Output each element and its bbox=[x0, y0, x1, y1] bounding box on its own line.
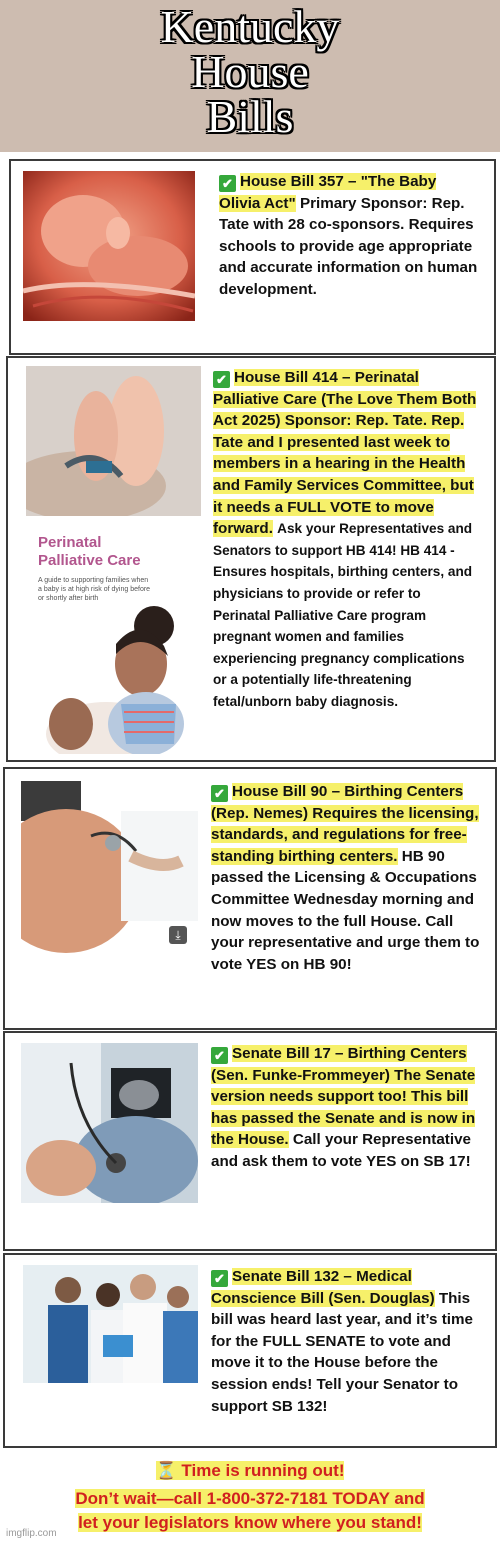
bill-text bbox=[219, 171, 480, 301]
check-icon: ✔ bbox=[211, 1270, 228, 1287]
footer-phone-text: Don’t wait—call 1-800-372-7181 TODAY and bbox=[75, 1489, 425, 1508]
fetus-photo bbox=[23, 171, 195, 321]
pregnant-belly-photo bbox=[21, 781, 198, 953]
bill-panel-hb90 bbox=[3, 767, 497, 1030]
bill-panel-sb17 bbox=[3, 1031, 497, 1251]
watermark: imgflip.com bbox=[6, 1528, 57, 1539]
title-line: Kentucky bbox=[160, 1, 340, 52]
bill-heading: House Bill 414 – Perinatal Palliative Care (The Love Them Both Act 2025) Sponsor: Rep. Tate. Rep. Tate and I presented last week to members in a hearing in the Health and Family Services Committee, but it needs a FULL VOTE to move forward. bbox=[213, 369, 477, 538]
footer-closing-text: let your legislators know where you stand! bbox=[78, 1513, 422, 1532]
booklet-title-line: Perinatal bbox=[38, 534, 102, 551]
check-icon: ✔ bbox=[219, 175, 236, 192]
download-icon[interactable]: ⤓ bbox=[175, 928, 181, 942]
bill-text bbox=[213, 367, 480, 713]
bill-heading: Senate Bill 17 – Birthing Centers (Sen. Funke-Frommeyer) The Senate version needs support too! This bill has passed the Senate and is now in the House. bbox=[211, 1045, 476, 1149]
footer-call-to-action bbox=[0, 1452, 500, 1545]
bill-body: Ask your Representatives and Senators to support HB 414! HB 414 - Ensures hospitals, birthing centers, and physicians to provide or refer to Perinatal Palliative Care program pregnant women and families experiencing pregnancy complications or a potentially life-threatening fetal/unborn baby diagnosis. bbox=[213, 521, 473, 709]
bill-panel-sb132 bbox=[3, 1253, 497, 1448]
mother-baby-illustration bbox=[46, 594, 201, 754]
footer-headline: Time is running out! bbox=[181, 1461, 345, 1480]
booklet-title-line: Palliative Care bbox=[38, 552, 141, 569]
medical-team-photo bbox=[23, 1265, 198, 1383]
ultrasound-photo bbox=[21, 1043, 198, 1203]
bill-text bbox=[211, 781, 481, 975]
booklet-subtitle: A guide to supporting families when a baby is at high risk of dying before or shortly after birth bbox=[38, 577, 151, 602]
bill-text bbox=[211, 1043, 481, 1173]
booklet-title bbox=[38, 534, 141, 570]
bill-body: HB 90 passed the Licensing & Occupations Committee Wednesday morning and now moves to the full House. Call your representative and urge them to vote YES on HB 90! bbox=[211, 847, 480, 973]
bill-body: Call your Representative and ask them to vote YES on SB 17! bbox=[211, 1131, 471, 1170]
booklet-cover bbox=[26, 516, 201, 754]
bill-heading: House Bill 357 – "The Baby Olivia Act" bbox=[219, 173, 437, 212]
bill-body: Primary Sponsor: Rep. Tate with 28 co-sponsors. Requires schools to provide age appropriate and accurate information on human development. bbox=[219, 194, 478, 298]
bill-panel-hb414 bbox=[6, 356, 496, 762]
check-icon: ✔ bbox=[211, 1047, 228, 1064]
hourglass-icon: ⏳ bbox=[155, 1461, 177, 1480]
page-title bbox=[0, 1, 500, 142]
check-icon: ✔ bbox=[211, 785, 228, 802]
footer-line-1 bbox=[0, 1460, 500, 1482]
title-line: Bills bbox=[206, 91, 294, 142]
footer-line-3 bbox=[0, 1512, 500, 1534]
header-banner bbox=[0, 0, 500, 152]
bill-text bbox=[211, 1266, 481, 1417]
baby-feet-photo bbox=[26, 366, 201, 516]
bill-body: This bill was heard last year, and it’s time for the FULL SENATE to vote and move it to the House before the session ends! Tell your Senator to support SB 132! bbox=[211, 1289, 473, 1415]
footer-line-2 bbox=[0, 1488, 500, 1510]
bill-heading: House Bill 90 – Birthing Centers (Rep. Nemes) Requires the licensing, standards, and regulations for free-standing birthing centers. bbox=[211, 783, 479, 865]
title-line: House bbox=[191, 46, 309, 97]
check-icon: ✔ bbox=[213, 371, 230, 388]
bill-panel-hb357 bbox=[9, 159, 496, 355]
bill-heading: Senate Bill 132 – Medical Conscience Bill (Sen. Douglas) bbox=[211, 1268, 435, 1307]
